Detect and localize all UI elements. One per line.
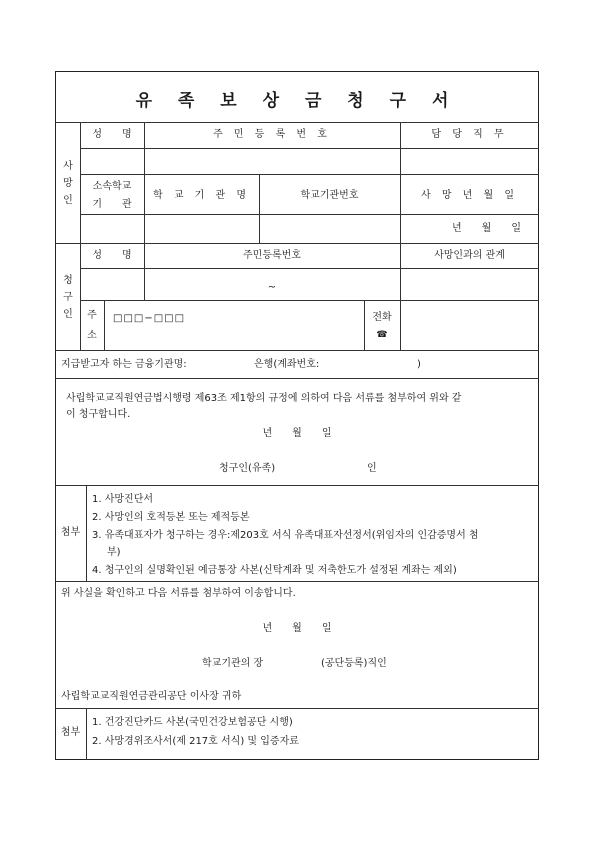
claimant-name-header: 성 명 (92, 250, 132, 261)
rule-death-date-split (400, 214, 539, 215)
confirmation-date: 년 월 일 (262, 623, 332, 634)
rule-name-divider (144, 122, 145, 300)
confirmation-addressee: 사립학교교직원연금관리공단 이사장 귀하 (61, 691, 242, 702)
rule-bank-top (55, 350, 539, 351)
deceased-school-label-1: 소속학교 (92, 181, 132, 192)
deceased-death-date-header: 사 망 년 월 일 (420, 190, 518, 201)
deceased-school-name-header: 학 교 기 관 명 (152, 190, 250, 201)
deceased-position-header: 담 당 직 무 (431, 129, 508, 140)
attachments-2-item: 1. 건강진단카드 사본(국민건강보험공단 시행) (92, 717, 293, 728)
attachments-1-item: 1. 사망진단서 (92, 494, 154, 505)
attachments-1-label: 첨부 (60, 527, 81, 538)
claimant-address-label-1: 주 (87, 310, 97, 321)
statement-seal: 인 (367, 463, 377, 474)
attachments-1-item: 4. 청구인의 실명확인된 예금통장 사본(신탁계좌 및 저축한도가 설정된 계좌는 제외) (92, 565, 457, 576)
attachments-1-item: 2. 사망인의 호적등본 또는 제적등본 (92, 512, 250, 523)
statement-claimant: 청구인(유족) (219, 463, 276, 474)
attachments-2-label: 첨부 (60, 727, 81, 738)
statement-line-1: 사립학교교직원연금법시행령 제63조 제1항의 규정에 의하여 다음 서류를 첨부하여 위와 같 (66, 393, 462, 404)
claimant-phone-label: 전화 (372, 312, 392, 323)
rule-claimant-header (80, 268, 539, 269)
attachments-1-item: 3. 유족대표자가 청구하는 경우:제203호 서식 유족대표자선정서(위임자의 인감증명서 첨 (92, 530, 479, 541)
deceased-school-label-2: 기 관 (92, 199, 132, 210)
claimant-rrn-header: 주민등록번호 (243, 250, 301, 261)
rule-bank-bottom (55, 378, 539, 379)
attachments-1-item: 부) (107, 547, 121, 558)
deceased-death-date-value: 년 월 일 (452, 223, 521, 234)
claimant-postal-code: □□□−□□□ (113, 313, 186, 324)
confirmation-line-1: 위 사실을 확인하고 다음 서류를 첨부하여 이송합니다. (61, 588, 296, 599)
rule-right-divider (400, 122, 401, 350)
rule-attach2-label-divider (86, 708, 87, 760)
deceased-section-label: 사 망 인 (63, 161, 73, 206)
confirmation-head: 학교기관의 장 (202, 658, 264, 669)
attachments-2-item: 2. 사망경위조사서(제 217호 서식) 및 입증자료 (92, 736, 299, 747)
rule-attach1-bottom (55, 581, 539, 582)
rule-phone-left (364, 300, 365, 350)
rule-attach1-label-divider (86, 485, 87, 581)
deceased-name-header: 성 명 (92, 129, 132, 140)
bank-account-label: 은행(계좌번호: (254, 359, 320, 370)
statement-date: 년 월 일 (262, 428, 332, 439)
claimant-section-label: 청 구 인 (63, 275, 73, 320)
statement-line-2: 이 청구합니다. (66, 409, 131, 420)
claimant-address-label-2: 소 (87, 330, 97, 341)
rule-confirm-bottom (55, 708, 539, 709)
rule-school-divider (259, 174, 260, 243)
bank-close-paren: ) (417, 359, 421, 370)
deceased-rrn-header: 주 민 등 록 번 호 (213, 129, 331, 140)
deceased-school-number-header: 학교기관번호 (300, 190, 359, 201)
bank-label: 지급받고자 하는 금융기관명: (61, 359, 187, 370)
form-title: 유 족 보 상 금 청 구 서 (135, 91, 459, 111)
confirmation-seal: (공단등록)직인 (321, 658, 387, 669)
rule-address-label-divider (104, 300, 105, 350)
rule-claimant-row1 (80, 300, 539, 301)
rule-deceased-row1 (80, 174, 539, 175)
rule-title-bottom (55, 122, 539, 123)
rule-deceased-header (80, 148, 539, 149)
phone-icon: ☎ (376, 330, 388, 340)
rule-claimant-top (55, 243, 539, 244)
claimant-rrn-separator: ~ (267, 282, 277, 293)
rule-statement-bottom (55, 485, 539, 486)
claimant-relation-header: 사망인과의 관계 (434, 250, 505, 261)
